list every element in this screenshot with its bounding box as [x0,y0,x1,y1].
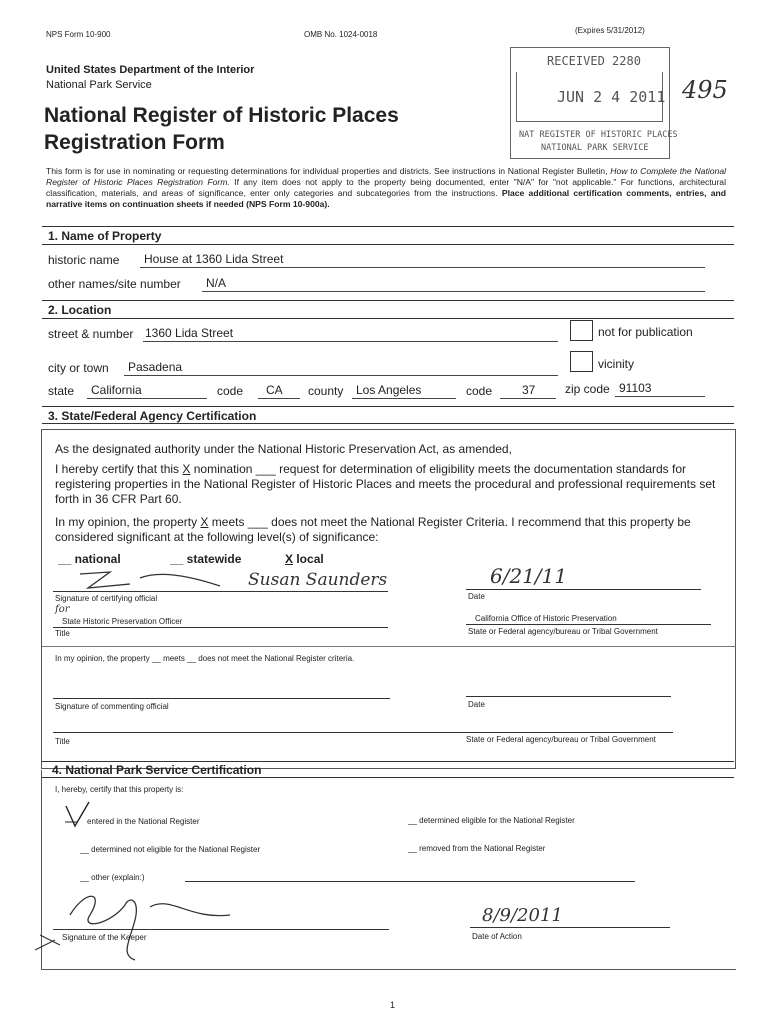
date2-line [466,696,671,697]
certifying-date: 6/21/11 [490,564,568,588]
title-label: Title [55,629,70,638]
intro-bold: Place additional certification comments, entries, and narrative items on continuation sheets if needed (NPS Form 10-900a). [46,188,727,209]
nps-certify-text: I, hereby, certify that this property is: [55,785,184,794]
stamp-date-box [516,72,666,122]
option-determined-eligible[interactable]: __ determined eligible for the National Register [408,816,575,825]
opinion-x: X [200,515,209,529]
certify-text [55,462,725,507]
opinion2-text: In my opinion, the property __ meets __ does not meet the National Register criteria. [55,654,355,663]
intro-text: This form is for use in nominating or requesting determinations for individual properties and districts. See instructions in National Register Bulletin, [46,166,611,176]
agency-value: California Office of Historic Preservation [475,614,617,623]
intro-italic: How to Complete the National Register of Historic Places Registration Form. [46,166,727,187]
level-statewide[interactable]: __ statewide [170,552,242,566]
form-number: NPS Form 10-900 [46,30,111,39]
city-label: city or town [48,361,109,375]
service: National Park Service [46,79,152,91]
city-field[interactable]: Pasadena [124,360,558,376]
omb-number: OMB No. 1024-0018 [304,30,378,39]
commenting-label: Signature of commenting official [55,702,169,711]
agency-label: State or Federal agency/bureau or Tribal Government [468,627,658,636]
option-entered[interactable]: entered in the National Register [87,817,200,826]
certify-x: X [182,462,191,476]
date-label: Date [468,592,485,601]
county-code-field[interactable]: 37 [500,383,556,399]
county-code-label: code [466,384,493,398]
vicinity-checkbox[interactable] [570,351,593,372]
title2-label: Title [55,737,70,746]
divider [42,244,734,245]
other-line [185,881,635,882]
option-not-eligible[interactable]: __ determined not eligible for the National Register [80,845,261,854]
stamp-date: JUN 2 4 2011 [557,88,666,106]
department: United States Department of the Interior [46,64,255,76]
expiration: (Expires 5/31/2012) [575,26,645,35]
signature-line [53,591,388,592]
level-local-x: X [285,552,294,566]
level-local[interactable] [285,552,324,566]
commenting-line [53,698,390,699]
intro-paragraph [46,166,726,210]
street-field[interactable]: 1360 Lida Street [143,326,558,342]
date-line [466,589,701,590]
handwritten-number: 495 [682,76,728,104]
certifying-signature: Susan Saunders [248,570,388,590]
title2-line [53,732,673,733]
page-subtitle: Registration Form [44,131,225,154]
signature-label: Signature of certifying official [55,594,158,603]
agency-line [466,624,711,625]
not-for-publication-label: not for publication [598,325,693,339]
level-national[interactable]: __ national [58,552,121,566]
received-stamp [510,47,678,159]
not-for-publication-checkbox[interactable] [570,320,593,341]
officer-title: State Historic Preservation Officer [62,617,183,626]
other-names-label: other names/site number [48,277,181,291]
zip-label: zip code [565,382,610,396]
zip-field[interactable]: 91103 [615,381,705,397]
county-label: county [308,384,344,398]
divider [42,423,734,424]
divider [42,761,734,762]
action-date-label: Date of Action [472,932,522,941]
keeper-label: Signature of the Keeper [62,933,147,942]
section1-title: 1. Name of Property [48,229,162,243]
agency2-label: State or Federal agency/bureau or Tribal Government [466,735,656,744]
divider [42,406,734,407]
street-label: street & number [48,327,134,341]
action-date: 8/9/2011 [482,905,563,926]
divider [42,300,734,301]
divider [42,318,734,319]
certify-text-b: nomination ___ request for determination of eligibility meets the documentation standards for registering properties in the National Register of Historic Places and meets the procedural and professional requirements set forth in 36 CFR Part 60. [55,462,716,506]
option-removed[interactable]: __ removed from the National Register [408,844,546,853]
divider [42,646,736,647]
other-names-field[interactable]: N/A [202,276,705,292]
section2-title: 2. Location [48,303,112,317]
section4-title: 4. National Park Service Certification [52,763,262,777]
for-note: for [55,604,70,615]
historic-name-label: historic name [48,253,120,267]
certify-text-a: I hereby certify that this [55,462,183,476]
level-local-label: local [293,552,324,566]
section3-title: 3. State/Federal Agency Certification [48,409,257,423]
state-code-label: code [217,384,244,398]
date2-label: Date [468,700,485,709]
state-code-field[interactable]: CA [258,383,300,399]
stamp-received: RECEIVED 2280 [547,54,641,68]
keeper-line [53,929,389,930]
keeper-signature-scribble [30,885,260,965]
opinion-text [55,515,730,545]
vicinity-label: vicinity [598,357,635,371]
county-field[interactable]: Los Angeles [352,383,456,399]
authority-text: As the designated authority under the National Historic Preservation Act, as amended, [55,442,512,456]
stamp-line2: NATIONAL PARK SERVICE [541,143,649,153]
historic-name-field[interactable]: House at 1360 Lida Street [140,252,705,268]
stamp-line1: NAT REGISTER OF HISTORIC PLACES [519,130,678,140]
state-label: state [48,384,75,398]
opinion-text-b: meets ___ does not meet the National Register Criteria. I recommend that this property be considered significant at the following level(s) of significance: [55,515,691,544]
title-line [53,627,388,628]
state-field[interactable]: California [87,383,207,399]
option-other[interactable]: __ other (explain:) [80,873,145,882]
page-number: 1 [390,1000,396,1010]
opinion-text-a: In my opinion, the property [55,515,201,529]
divider [42,226,734,227]
intro-text2: If any item does not apply to the property being documented, enter "N/A" for "not applicable." For functions, architectural classification, materials, and areas of significance, enter only categories and subcategories from the instructions. [46,177,726,198]
action-date-line [470,927,670,928]
page-title: National Register of Historic Places [44,104,399,127]
